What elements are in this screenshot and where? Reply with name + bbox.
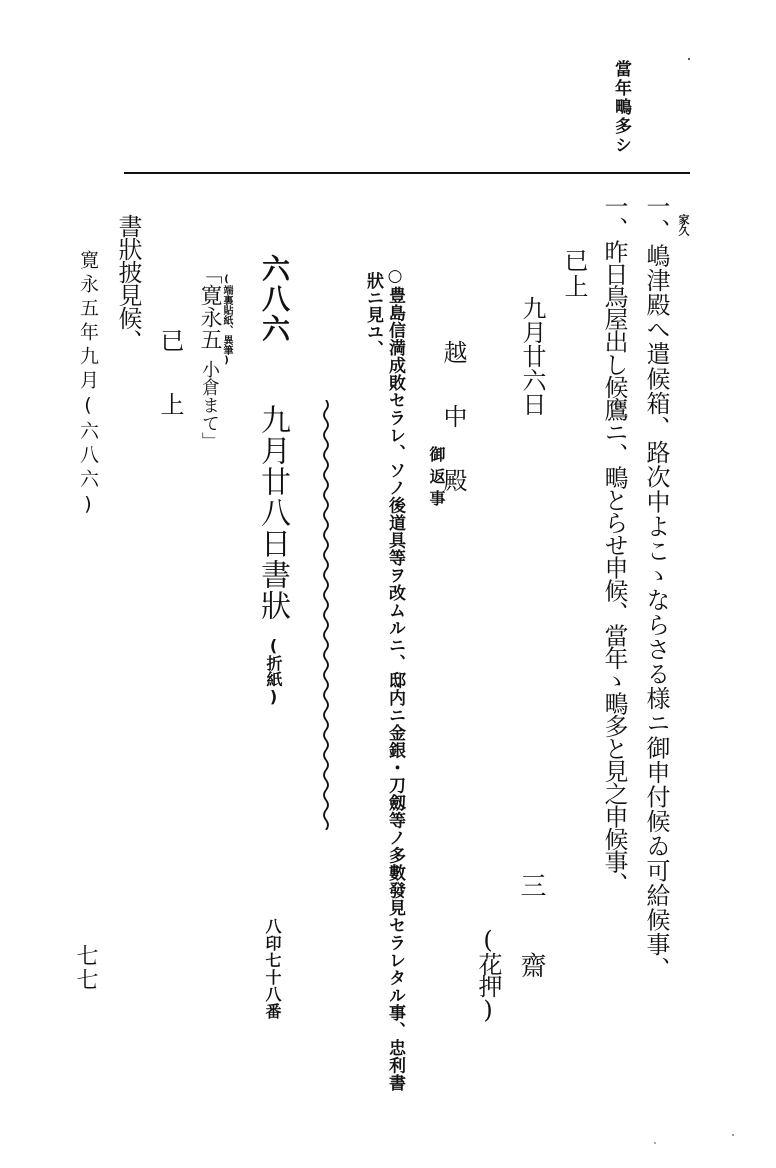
letter-item-2: 一、昨日鳥屋出し候鷹ニ、鴫とらせ申候、當年ゝ鴫多と見之申候事、 [600, 194, 628, 895]
page-number: 七七 [73, 944, 98, 992]
date-line: 寛永五年九月(六八六) [77, 250, 99, 520]
scan-speck [688, 58, 690, 60]
entry-title: 九月廿八日書狀 [255, 404, 290, 621]
closing-ijo: 已上 [560, 248, 588, 300]
editorial-note-cont: 狀ニ見ユ、 [363, 272, 383, 357]
editorial-note: ○豊島信満成敗セラレ、ソノ後道具等ヲ改ムルニ、邸内ニ金銀・刀劔等ノ多數發見セラレタル事、忠利書 [385, 266, 405, 1092]
sender-name: 三 齋 [516, 872, 546, 990]
reply-note: 御返事 [427, 446, 446, 512]
wavy-line [324, 400, 328, 830]
letter-date: 九月廿六日 [518, 296, 546, 416]
entry-number: 六八六 [258, 254, 291, 344]
endorsement-main: 「寛永五 [197, 262, 222, 350]
ruby-annotation: 家久 [677, 214, 690, 236]
wavy-separator [318, 400, 334, 830]
letter-body: 書狀披見候、 [114, 214, 142, 352]
endorsement-tail: 小倉まて」 [199, 360, 220, 450]
closing-ijo-2: 已 上 [156, 328, 184, 422]
folded-paper-note: (折紙) [264, 636, 283, 706]
running-head: 當年鴫多シ [611, 60, 631, 155]
scan-speck [654, 1142, 656, 1144]
addressee: 越 中 殿 [439, 340, 467, 498]
horizontal-rule [124, 172, 690, 174]
letter-item-1: 一、嶋津殿へ遣候箱、路次中よこゝならさる様ニ御申付候ゐ可給候事、 [642, 194, 670, 982]
catalog-number: 八印七十八番 [263, 918, 282, 1020]
seal-mark: (花押) [474, 926, 502, 1022]
endorsement-note: (端裏貼紙、異筆) [221, 274, 232, 366]
scan-speck [732, 1134, 734, 1136]
